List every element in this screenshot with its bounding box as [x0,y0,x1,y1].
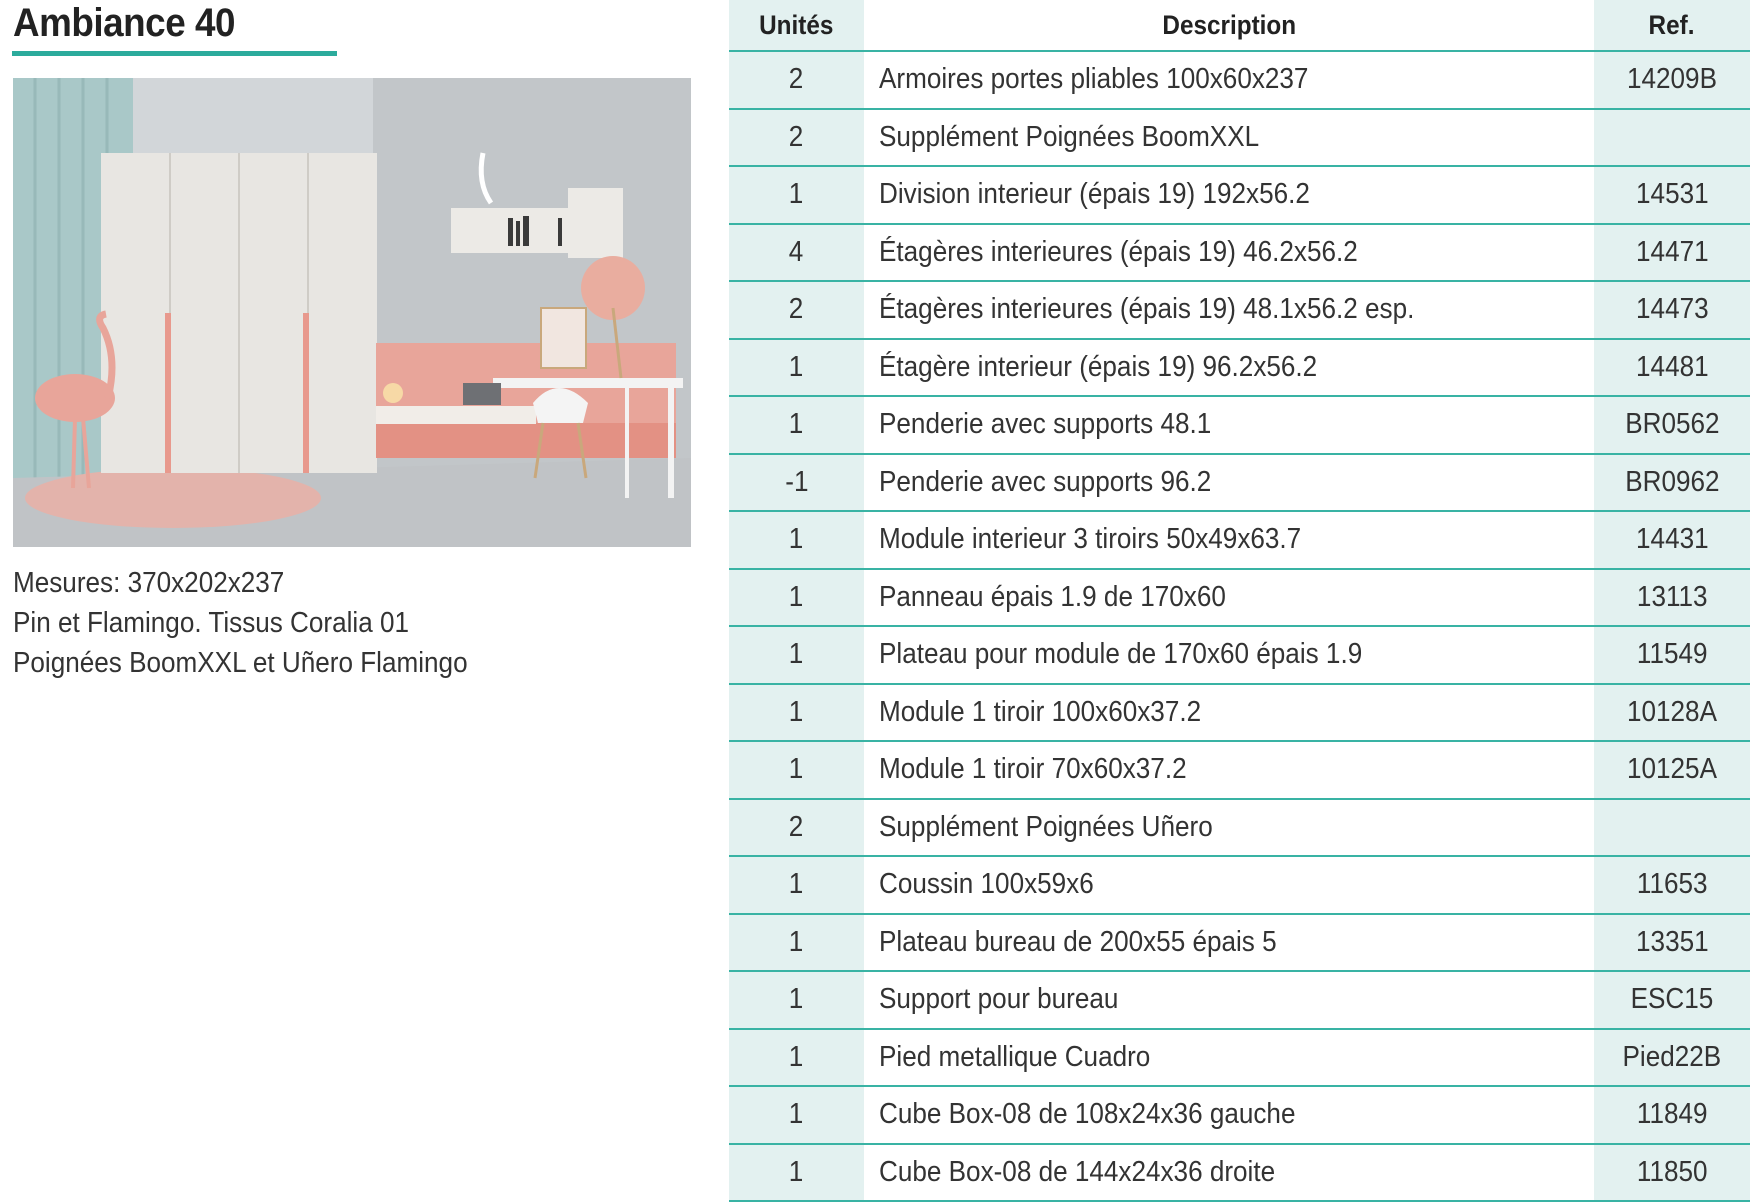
ref-cell [1594,741,1750,799]
units-cell-text: 1 [789,1098,804,1131]
table-row [729,799,1750,857]
ref-cell-text: 14209B [1627,63,1717,96]
description-cell-text: Plateau pour module de 170x60 épais 1.9 [879,638,1363,671]
description-cell-text: Cube Box-08 de 108x24x36 gauche [879,1098,1296,1131]
table-row [729,1086,1750,1144]
header-ref [1594,0,1750,51]
caption-measures: Mesures: 370x202x237 [13,567,285,599]
units-cell-text: 1 [789,580,804,613]
units-cell-text: 1 [789,350,804,383]
units-cell-text: 2 [789,120,804,153]
units-cell [729,224,864,282]
table-row [729,684,1750,742]
description-cell [864,109,1594,167]
table-row [729,454,1750,512]
ref-cell-text: 11653 [1636,868,1708,901]
description-cell-text: Support pour bureau [879,983,1119,1016]
description-cell-text: Penderie avec supports 96.2 [879,465,1212,498]
ref-cell [1594,51,1750,109]
ref-cell [1594,511,1750,569]
ref-cell [1594,856,1750,914]
ref-cell [1594,626,1750,684]
table-row [729,569,1750,627]
description-cell-text: Penderie avec supports 48.1 [879,408,1212,441]
description-cell-text: Supplément Poignées Uñero [879,810,1213,843]
units-cell-text: 1 [789,638,804,671]
table-row [729,856,1750,914]
units-cell [729,799,864,857]
table-row [729,511,1750,569]
units-cell-text: 1 [789,753,804,786]
table-row [729,626,1750,684]
ref-cell [1594,569,1750,627]
units-cell [729,684,864,742]
description-cell [864,511,1594,569]
units-cell-text: 1 [789,408,804,441]
description-cell [864,339,1594,397]
ref-cell-text: 13113 [1636,580,1708,613]
description-cell [864,684,1594,742]
caption-handles: Poignées BoomXXL et Uñero Flamingo [13,647,468,679]
description-cell-text: Plateau bureau de 200x55 épais 5 [879,925,1277,958]
table-row [729,914,1750,972]
table-row [729,1029,1750,1087]
description-cell-text: Étagères interieures (épais 19) 46.2x56.2 [879,235,1358,268]
units-cell [729,109,864,167]
ref-cell [1594,281,1750,339]
ref-cell-text: ESC15 [1630,983,1714,1016]
description-cell [864,1144,1594,1202]
units-cell [729,914,864,972]
header-ref-label: Ref. [1649,9,1695,40]
description-cell [864,166,1594,224]
description-cell-text: Étagères interieures (épais 19) 48.1x56.2 esp. [879,293,1415,326]
ref-cell [1594,971,1750,1029]
table-row [729,51,1750,109]
description-cell [864,569,1594,627]
description-cell-text: Module 1 tiroir 100x60x37.2 [879,695,1202,728]
units-cell-text: 2 [789,810,804,843]
description-cell-text: Cube Box-08 de 144x24x36 droite [879,1155,1276,1188]
ref-cell [1594,684,1750,742]
table-row [729,166,1750,224]
description-cell [864,1086,1594,1144]
ref-cell [1594,396,1750,454]
table-row [729,741,1750,799]
units-cell-text: 1 [789,1040,804,1073]
units-cell [729,51,864,109]
units-cell-text: 1 [789,1155,804,1188]
header-units-label: Unités [759,9,834,40]
units-cell [729,1144,864,1202]
ref-cell-text: BR0562 [1624,408,1720,441]
table-row [729,971,1750,1029]
ref-cell-text: 13351 [1635,925,1709,958]
ref-cell-text: 10125A [1627,753,1717,786]
page-title: Ambiance 40 [13,1,235,45]
header-description-label: Description [1162,9,1296,40]
description-cell-text: Coussin 100x59x6 [879,868,1094,901]
units-cell-text: 1 [789,983,804,1016]
description-cell [864,856,1594,914]
ref-cell-text: 14473 [1635,293,1709,326]
table-row [729,1144,1750,1202]
header-units [729,0,864,51]
description-cell [864,51,1594,109]
units-cell [729,1086,864,1144]
table-header-row [729,0,1750,51]
room-photo [13,78,691,547]
caption-finish: Pin et Flamingo. Tissus Coralia 01 [13,607,410,639]
description-cell-text: Division interieur (épais 19) 192x56.2 [879,178,1310,211]
units-cell-text: 1 [789,868,804,901]
units-cell [729,971,864,1029]
description-cell [864,741,1594,799]
units-cell-text: 1 [789,925,804,958]
description-cell-text: Supplément Poignées BoomXXL [879,120,1260,153]
units-cell-text: 2 [789,63,804,96]
description-cell-text: Étagère interieur (épais 19) 96.2x56.2 [879,350,1318,383]
ref-cell [1594,339,1750,397]
units-cell [729,741,864,799]
ref-cell-text: 11850 [1636,1155,1708,1188]
ref-cell [1594,454,1750,512]
units-cell [729,626,864,684]
table-body [729,51,1750,1201]
ref-cell [1594,799,1750,857]
units-cell-text: 1 [789,695,804,728]
units-cell [729,339,864,397]
description-cell [864,281,1594,339]
ref-cell-text: 14481 [1635,350,1709,383]
ref-cell-text: 14531 [1635,178,1709,211]
units-cell-text: 1 [789,178,804,211]
ref-cell-text: 11849 [1636,1098,1708,1131]
description-cell-text: Module 1 tiroir 70x60x37.2 [879,753,1187,786]
units-cell [729,511,864,569]
table-row [729,281,1750,339]
description-cell-text: Armoires portes pliables 100x60x237 [879,63,1309,96]
units-cell [729,569,864,627]
description-cell [864,626,1594,684]
description-cell-text: Pied metallique Cuadro [879,1040,1151,1073]
ref-cell [1594,1086,1750,1144]
table-row [729,109,1750,167]
ref-cell [1594,1029,1750,1087]
header-description [864,0,1594,51]
ref-cell [1594,166,1750,224]
units-cell [729,166,864,224]
units-cell-text: 1 [789,523,804,556]
ref-cell [1594,109,1750,167]
title-underline [12,51,337,56]
units-cell-text: 4 [789,235,804,268]
table-row [729,339,1750,397]
description-cell [864,396,1594,454]
units-cell [729,856,864,914]
ref-cell-text: BR0962 [1624,465,1720,498]
units-cell [729,454,864,512]
description-cell-text: Module interieur 3 tiroirs 50x49x63.7 [879,523,1302,556]
table-row [729,396,1750,454]
description-cell [864,1029,1594,1087]
ref-cell [1594,224,1750,282]
description-cell [864,454,1594,512]
description-cell [864,971,1594,1029]
units-cell-text: 2 [789,293,804,326]
units-cell [729,1029,864,1087]
description-cell-text: Panneau épais 1.9 de 170x60 [879,580,1226,613]
table-row [729,224,1750,282]
units-cell [729,281,864,339]
description-cell [864,914,1594,972]
caption [13,563,468,683]
ref-cell [1594,1144,1750,1202]
ref-cell-text: 10128A [1627,695,1717,728]
description-cell [864,799,1594,857]
units-cell-text: -1 [784,465,809,498]
ref-cell-text: Pied22B [1622,1040,1722,1073]
ref-cell-text: 11549 [1636,638,1708,671]
ref-cell [1594,914,1750,972]
ref-cell-text: 14431 [1635,523,1709,556]
ref-cell-text: 14471 [1635,235,1709,268]
description-cell [864,224,1594,282]
parts-table [729,0,1750,1202]
units-cell [729,396,864,454]
